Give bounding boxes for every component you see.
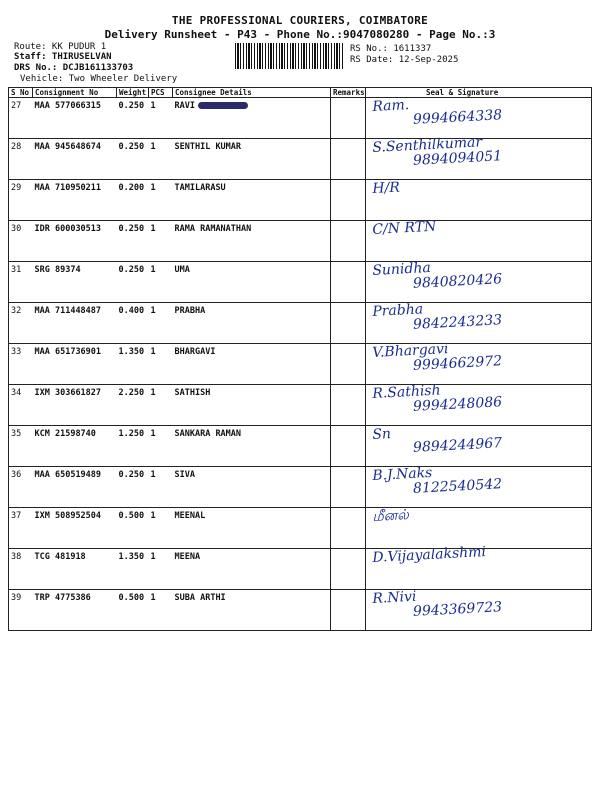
table-row (9, 590, 592, 631)
signature-phone: 9894244967 (412, 435, 503, 456)
row-consignment-no: MAA 945648674 (34, 142, 102, 152)
row-sno: 35 (11, 429, 22, 439)
row-consignment-no: IDR 600030513 (34, 224, 102, 234)
row-sno-cell (9, 139, 33, 180)
row-consignee: RAVI (174, 101, 195, 111)
row-weight-cell (117, 180, 149, 221)
row-weight: 0.250 (118, 224, 145, 234)
signature-text: Sn (371, 426, 392, 443)
route-label: Route: KK PUDUR 1 (14, 42, 107, 52)
table-header-row (9, 88, 592, 98)
signature-text: V.Bhargavi (371, 341, 449, 361)
row-pcs: 1 (150, 265, 156, 275)
row-sno: 29 (11, 183, 22, 193)
row-remarks (333, 303, 363, 306)
company-title: THE PROFESSIONAL COURIERS, COIMBATORE (171, 14, 429, 27)
row-sno-cell (9, 344, 33, 385)
row-signature-cell (366, 180, 592, 221)
row-consignee-cell (173, 385, 331, 426)
runsheet-title: Delivery Runsheet - P43 - Phone No.:9047080280 - Page No.:3 (104, 28, 496, 41)
row-consignment-no-cell (33, 385, 117, 426)
row-signature-cell (366, 98, 592, 139)
row-remarks-cell (331, 467, 366, 508)
row-weight-cell (117, 221, 149, 262)
row-pcs: 1 (150, 142, 156, 152)
row-sno-cell (9, 262, 33, 303)
row-consignee-cell (173, 262, 331, 303)
row-consignee: TAMILARASU (174, 183, 226, 193)
row-consignment-no-cell (33, 262, 117, 303)
signature-text: R.Nivi (371, 588, 417, 607)
table-row (9, 344, 592, 385)
header-consignee: Consignee Details (173, 88, 331, 98)
row-consignment-no: KCM 21598740 (34, 429, 96, 439)
signature-text: B.J.Naks (371, 464, 433, 484)
drs-number: DRS No.: DCJB161133703 (14, 63, 134, 73)
table-row (9, 98, 592, 139)
table-row (9, 385, 592, 426)
row-consignment-no: MAA 711448487 (34, 306, 102, 316)
row-consignee: SATHISH (174, 388, 211, 398)
row-consignment-no-cell (33, 139, 117, 180)
row-weight: 1.350 (118, 552, 145, 562)
row-consignment-no-cell (33, 303, 117, 344)
row-pcs: 1 (150, 470, 156, 480)
row-remarks-cell (331, 508, 366, 549)
redaction-mark (198, 102, 248, 109)
row-consignee: BHARGAVI (174, 347, 216, 357)
handwritten-signature (372, 585, 502, 622)
row-remarks (333, 549, 363, 552)
row-weight: 0.200 (118, 183, 145, 193)
row-sno: 33 (11, 347, 22, 357)
signature-text: மீனல் (371, 507, 410, 525)
row-signature-cell (366, 259, 592, 303)
row-pcs: 1 (150, 429, 156, 439)
row-remarks-cell (331, 385, 366, 426)
row-pcs: 1 (150, 347, 156, 357)
header-pcs: PCS (149, 88, 173, 98)
row-consignee-cell (173, 344, 331, 385)
staff-label: Staff: THIRUSELVAN (14, 52, 112, 62)
row-pcs: 1 (150, 224, 156, 234)
row-consignment-no-cell (33, 549, 117, 590)
row-pcs-cell (149, 98, 173, 139)
row-sno-cell (9, 508, 33, 549)
row-pcs-cell (149, 344, 173, 385)
row-sno-cell (9, 426, 33, 467)
signature-text: Sunidha (371, 259, 432, 279)
row-remarks-cell (331, 221, 366, 262)
row-consignment-no-cell (33, 426, 117, 467)
row-weight-cell (117, 426, 149, 467)
row-weight-cell (117, 385, 149, 426)
row-remarks (333, 344, 363, 347)
row-consignee: UMA (174, 265, 190, 275)
row-consignment-no-cell (33, 221, 117, 262)
row-weight-cell (117, 549, 149, 590)
handwritten-signature (372, 462, 502, 499)
row-pcs-cell (149, 262, 173, 303)
row-consignee: PRABHA (174, 306, 206, 316)
row-consignment-no: TRP 4775386 (34, 593, 91, 603)
header-weight: Weight (117, 88, 149, 98)
row-consignment-no: TCG 481918 (34, 552, 86, 562)
row-remarks-cell (331, 180, 366, 221)
row-remarks-cell (331, 344, 366, 385)
row-weight: 0.250 (118, 142, 145, 152)
row-sno-cell (9, 385, 33, 426)
row-pcs: 1 (150, 388, 156, 398)
row-sno: 38 (11, 552, 22, 562)
row-sno-cell (9, 549, 33, 590)
row-sno: 27 (11, 101, 22, 111)
row-remarks (333, 139, 363, 142)
table-row (9, 262, 592, 303)
row-sno-cell (9, 180, 33, 221)
row-pcs-cell (149, 590, 173, 631)
row-sno-cell (9, 221, 33, 262)
row-signature-cell (366, 426, 592, 467)
row-sno-cell (9, 98, 33, 139)
row-consignee: RAMA RAMANATHAN (174, 224, 252, 234)
row-signature-cell (366, 303, 592, 344)
table-row (9, 508, 592, 549)
signature-phone: 9894094051 (412, 148, 503, 169)
runsheet-table (8, 87, 592, 631)
row-consignee-cell (173, 221, 331, 262)
vehicle-label: Vehicle: Two Wheeler Delivery (20, 74, 178, 84)
row-consignment-no: MAA 650519489 (34, 470, 102, 480)
row-weight: 0.250 (118, 470, 145, 480)
row-remarks-cell (331, 98, 366, 139)
row-remarks (333, 98, 363, 101)
row-consignment-no-cell (33, 508, 117, 549)
handwritten-signature (372, 380, 502, 417)
row-remarks (333, 590, 363, 593)
row-pcs: 1 (150, 552, 156, 562)
row-sno: 31 (11, 265, 22, 275)
row-pcs-cell (149, 467, 173, 508)
row-weight-cell (117, 98, 149, 139)
row-weight: 1.250 (118, 429, 145, 439)
row-consignee-cell (173, 508, 331, 549)
row-consignee-cell (173, 180, 331, 221)
row-pcs-cell (149, 549, 173, 590)
row-signature-cell (366, 218, 592, 262)
row-consignee-cell (173, 98, 331, 139)
signature-text: S.Senthilkumar (371, 134, 483, 156)
header-seal: Seal & Signature (366, 88, 592, 98)
row-sno-cell (9, 590, 33, 631)
header-consignment: Consignment No (33, 88, 117, 98)
signature-text: C/N RTN (371, 218, 437, 238)
handwritten-signature (372, 298, 502, 335)
row-consignment-no-cell (33, 344, 117, 385)
handwritten-signature (372, 508, 413, 525)
row-consignment-no: SRG 89374 (34, 265, 81, 275)
signature-phone: 9842243233 (412, 312, 503, 333)
signature-phone: 9994664338 (412, 107, 503, 128)
signature-phone: 9994662972 (412, 353, 503, 374)
row-signature-cell (366, 544, 592, 590)
row-signature-cell (366, 508, 592, 549)
handwritten-signature (372, 220, 437, 238)
row-sno: 39 (11, 593, 22, 603)
handwritten-signature (372, 545, 486, 566)
row-remarks (333, 467, 363, 470)
row-sno: 32 (11, 306, 22, 316)
row-remarks-cell (331, 139, 366, 180)
table-row (9, 549, 592, 590)
row-sno-cell (9, 467, 33, 508)
row-weight-cell (117, 303, 149, 344)
row-remarks (333, 180, 363, 183)
row-pcs: 1 (150, 101, 156, 111)
row-remarks (333, 426, 363, 429)
row-consignee-cell (173, 590, 331, 631)
row-consignee: SANKARA RAMAN (174, 429, 242, 439)
row-weight: 0.250 (118, 101, 145, 111)
row-signature-cell (366, 341, 592, 385)
signature-text: Ram. (371, 97, 410, 115)
row-weight: 0.250 (118, 265, 145, 275)
row-signature-cell (366, 382, 592, 426)
row-weight-cell (117, 590, 149, 631)
row-weight: 0.500 (118, 511, 145, 521)
row-consignee: SENTHIL KUMAR (174, 142, 242, 152)
signature-text: D.Vijayalakshmi (371, 544, 487, 566)
row-pcs: 1 (150, 511, 156, 521)
row-remarks (333, 385, 363, 388)
row-signature-cell (366, 464, 592, 508)
row-consignee: MEENA (174, 552, 201, 562)
table-row (9, 467, 592, 508)
handwritten-signature (372, 93, 502, 130)
row-consignee-cell (173, 303, 331, 344)
barcode-image (235, 43, 345, 69)
row-remarks (333, 221, 363, 224)
row-remarks-cell (331, 549, 366, 590)
row-signature-cell (366, 590, 592, 631)
row-remarks-cell (331, 303, 366, 344)
row-sno: 28 (11, 142, 22, 152)
row-consignee-cell (173, 549, 331, 590)
header-remarks: Remarks (331, 88, 366, 98)
row-consignment-no-cell (33, 180, 117, 221)
table-row (9, 139, 592, 180)
handwritten-signature (372, 134, 502, 171)
handwritten-signature (372, 180, 413, 197)
row-weight: 2.250 (118, 388, 145, 398)
row-weight: 1.350 (118, 347, 145, 357)
row-pcs-cell (149, 221, 173, 262)
row-remarks-cell (331, 426, 366, 467)
row-consignee-cell (173, 467, 331, 508)
row-remarks (333, 508, 363, 511)
row-consignee-cell (173, 139, 331, 180)
signature-phone: 9943369723 (412, 599, 503, 620)
row-sno: 37 (11, 511, 22, 521)
row-pcs-cell (149, 508, 173, 549)
row-weight-cell (117, 139, 149, 180)
signature-text: H/R (371, 179, 401, 197)
row-sno-cell (9, 303, 33, 344)
row-weight: 0.400 (118, 306, 145, 316)
row-pcs: 1 (150, 593, 156, 603)
row-sno: 36 (11, 470, 22, 480)
row-consignee: MEENAL (174, 511, 206, 521)
row-remarks-cell (331, 262, 366, 303)
row-consignment-no-cell (33, 98, 117, 139)
rs-number: RS No.: 1611337 (350, 44, 432, 54)
table-row (9, 221, 592, 262)
rs-date: RS Date: 12-Sep-2025 (350, 55, 459, 65)
row-weight: 0.500 (118, 593, 145, 603)
row-weight-cell (117, 508, 149, 549)
row-consignment-no-cell (33, 467, 117, 508)
signature-phone: 9994248086 (412, 394, 503, 415)
row-pcs: 1 (150, 306, 156, 316)
table-row (9, 303, 592, 344)
row-signature-cell (366, 134, 592, 180)
row-weight-cell (117, 467, 149, 508)
row-pcs-cell (149, 303, 173, 344)
row-consignment-no: IXM 508952504 (34, 511, 102, 521)
row-sno: 30 (11, 224, 22, 234)
row-consignee: SUBA ARTHI (174, 593, 226, 603)
row-consignee: SIVA (174, 470, 195, 480)
row-pcs-cell (149, 180, 173, 221)
signature-phone: 8122540542 (412, 476, 503, 497)
row-consignment-no: IXM 303661827 (34, 388, 102, 398)
handwritten-signature (372, 339, 502, 376)
row-consignment-no: MAA 710950211 (34, 183, 102, 193)
signature-phone: 9840820426 (412, 271, 503, 292)
handwritten-signature (372, 421, 502, 458)
table-row (9, 426, 592, 467)
row-weight-cell (117, 344, 149, 385)
row-remarks-cell (331, 590, 366, 631)
signature-text: R.Sathish (371, 382, 441, 402)
row-remarks (333, 262, 363, 265)
handwritten-signature (372, 257, 502, 294)
row-consignment-no-cell (33, 590, 117, 631)
row-consignee-cell (173, 426, 331, 467)
row-pcs-cell (149, 385, 173, 426)
row-consignment-no: MAA 651736901 (34, 347, 102, 357)
row-pcs-cell (149, 139, 173, 180)
row-sno: 34 (11, 388, 22, 398)
row-weight-cell (117, 262, 149, 303)
header-sno: S No (9, 88, 33, 98)
row-pcs-cell (149, 426, 173, 467)
row-consignment-no: MAA 577066315 (34, 101, 102, 111)
row-pcs: 1 (150, 183, 156, 193)
table-row (9, 180, 592, 221)
signature-text: Prabha (371, 301, 424, 320)
